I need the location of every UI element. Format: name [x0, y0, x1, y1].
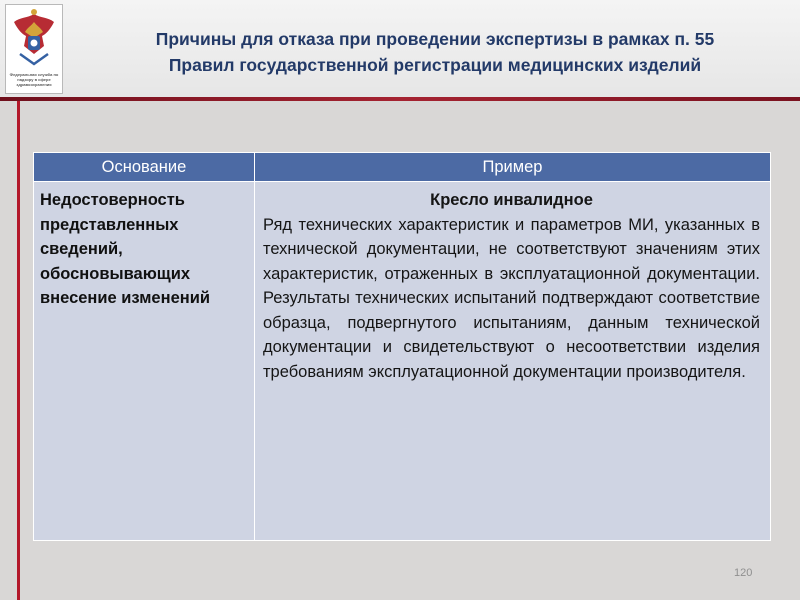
table-row: [34, 182, 771, 541]
page-number: 120: [734, 567, 753, 579]
agency-logo: [5, 4, 63, 94]
example-text: Ряд технических характеристик и параметров МИ, указанных в технической документации, не соответствуют значениям этих характеристик, отраженных в эксплуатационной документации. Результаты технических испытаний подтверждают соответствие образца, подвергнутого испытаниям, данным технической документации и свидетельствуют о несоответствии изделия требованиям эксплуатационной документации производителя.: [263, 215, 760, 381]
page-title-line-1: Причины для отказа при проведении экспертизы в рамках п. 55: [155, 29, 715, 49]
column-header-basis: Основание: [34, 153, 255, 182]
example-title: Кресло инвалидное: [430, 191, 593, 209]
left-accent-line: [17, 101, 20, 600]
example-cell: [255, 182, 771, 541]
logo-text: Федеральная служба по надзору в сфере здравоохранения: [9, 72, 59, 87]
basis-cell: Недостоверность представленных сведений, обосновывающих внесение изменений: [34, 182, 255, 541]
page-title-line-2: Правил государственной регистрации медицинских изделий: [168, 55, 702, 75]
page-title: [70, 26, 800, 78]
header-divider: [0, 97, 800, 101]
slide-header: [0, 0, 800, 97]
reasons-table: [33, 152, 771, 541]
table-header-row: [34, 153, 771, 182]
coat-of-arms-icon: [10, 8, 58, 70]
column-header-example: Пример: [255, 153, 771, 182]
